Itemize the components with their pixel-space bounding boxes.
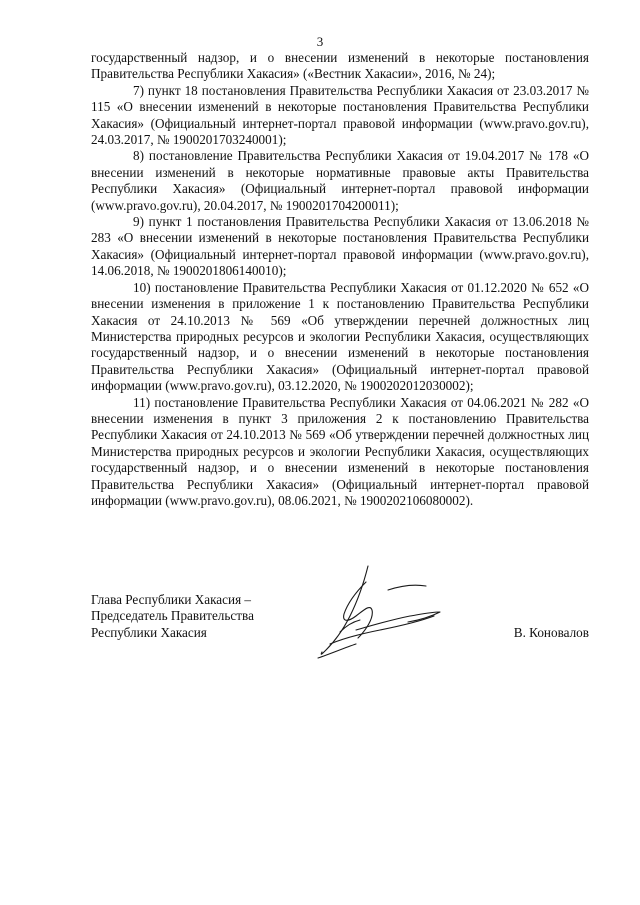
list-item-11: 11) постановление Правительства Республики Хакасия от 04.06.2021 № 282 «О внесении изменения в пункт 3 приложения 2 к постановлению Правительства Республики Хакасия от 24.10.2013 № 569 «Об утверждении перечней должностных лиц Министерства природных ресурсов и экологии Республики Хакасия, осуществляющих государственный надзор, и о внесении изменений в некоторые постановления Правительства Республики Хакасия» (Официальный интернет-портал правовой информации (www.pravo.gov.ru), 08.06.2021, № 1900202106080002). (91, 394, 589, 508)
signer-name: В. Коновалов (513, 625, 589, 640)
handwritten-signature (300, 560, 460, 670)
list-item-8: 8) постановление Правительства Республики Хакасия от 19.04.2017 № 178 «О внесении изменений в некоторые нормативные правовые акты Правительства Республики Хакасия» (Официальный интернет-портал правовой информации (www.pravo.gov.ru), 20.04.2017, № 1900201704200011); (91, 148, 589, 213)
signatory-title-line: Председатель Правительства (91, 608, 254, 624)
list-item-7: 7) пункт 18 постановления Правительства Республики Хакасия от 23.03.2017 № 115 «О внесении изменений в некоторые постановления Правительства Республики Хакасия» (Официальный интернет-портал правовой информации (www.pravo.gov.ru), 24.03.2017, № 1900201703240001); (91, 82, 589, 148)
signatory-title (91, 592, 254, 641)
signatory-title-line: Республики Хакасия (91, 624, 207, 640)
list-item-10: 10) постановление Правительства Республики Хакасия от 01.12.2020 № 652 «О внесении изменения в приложение 1 к постановлению Правительства Республики Хакасия от 24.10.2013 № 569 «Об утверждении перечней должностных лиц Министерства природных ресурсов и экологии Республики Хакасия, осуществляющих государственный надзор, и о внесении изменений в некоторые постановления Правительства Республики Хакасия» (Официальный интернет-портал правовой информации (www.pravo.gov.ru), 03.12.2020, № 1900202012030002); (91, 279, 589, 394)
signatory-title-line: Глава Республики Хакасия – (91, 592, 252, 607)
page-number: 3 (316, 34, 324, 49)
list-item-9: 9) пункт 1 постановления Правительства Республики Хакасия от 13.06.2018 № 283 «О внесении изменений в некоторые постановления Правительства Республики Хакасия» (Официальный интернет-портал правовой информации (www.pravo.gov.ru), 14.06.2018, № 1900201806140010); (91, 214, 589, 279)
paragraph-continuation: государственный надзор, и о внесении изменений в некоторые постановления Правительства Республики Хакасия» («Вестник Хакасии», 2016, № 24); (91, 50, 589, 82)
document-body (91, 50, 589, 509)
